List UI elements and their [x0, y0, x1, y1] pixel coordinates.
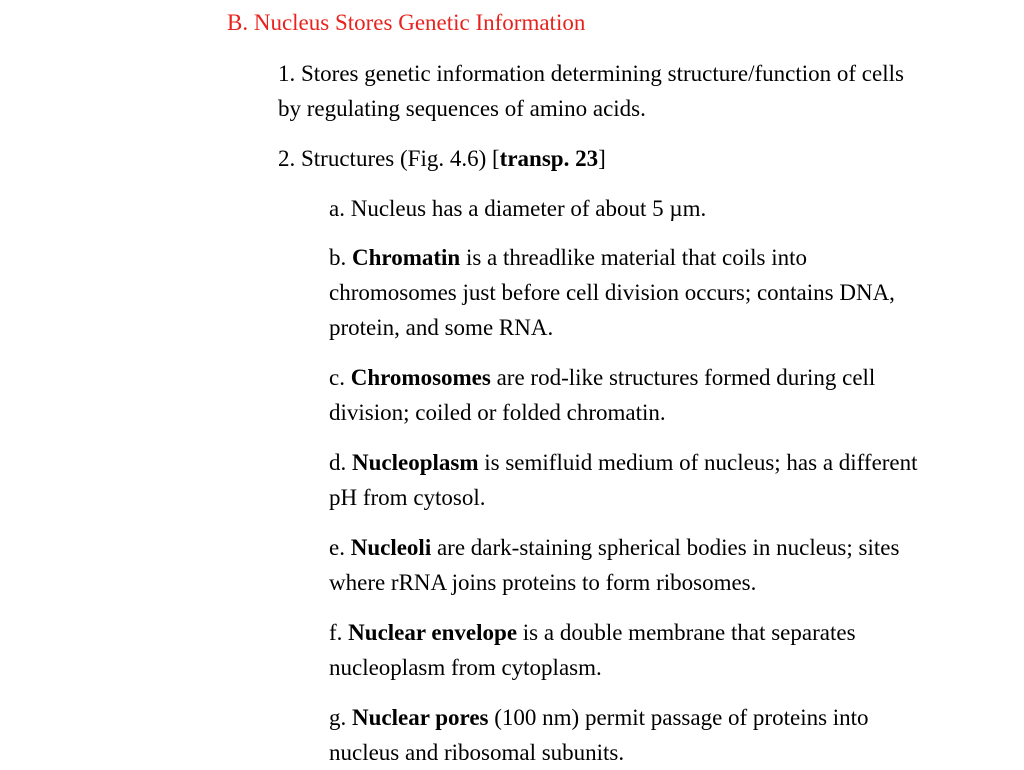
point-1 [278, 56, 998, 126]
point-1-line-2: by regulating sequences of amino acids. [278, 96, 646, 121]
item-b [329, 240, 999, 345]
item-b-label: b. [329, 245, 352, 270]
item-d-line-1-rest: is semifluid medium of nucleus; has a different [478, 450, 918, 475]
point-1-line-1: 1. Stores genetic information determining structure/function of cells [278, 61, 904, 86]
point-2-suffix: ] [598, 146, 606, 171]
item-g-label: g. [329, 705, 352, 730]
item-d-term: Nucleoplasm [352, 450, 479, 475]
item-c-line-2: division; coiled or folded chromatin. [329, 400, 666, 425]
item-c-line-1 [329, 360, 999, 395]
item-g-line-2: nucleus and ribosomal subunits. [329, 740, 625, 765]
item-e-line-1 [329, 530, 999, 565]
item-c-line-1-rest: are rod-like structures formed during cell [490, 365, 876, 390]
item-g [329, 700, 999, 770]
item-a-line-1: a. Nucleus has a diameter of about 5 µm. [329, 196, 707, 221]
item-d-label: d. [329, 450, 352, 475]
item-e [329, 530, 999, 600]
item-f [329, 615, 999, 685]
point-2-prefix: 2. Structures (Fig. 4.6) [ [278, 146, 500, 171]
item-b-line-1-rest: is a threadlike material that coils into [460, 245, 808, 270]
item-e-term: Nucleoli [350, 535, 432, 560]
item-c-label: c. [329, 365, 351, 390]
point-2-line [278, 141, 998, 176]
heading-text: B. Nucleus Stores Genetic Information [227, 10, 586, 35]
item-c-term: Chromosomes [350, 365, 491, 390]
item-c [329, 360, 999, 430]
item-f-line-2: nucleoplasm from cytoplasm. [329, 655, 602, 680]
item-b-line-1 [329, 240, 999, 275]
item-e-line-1-rest: are dark-staining spherical bodies in nucleus; sites [431, 535, 900, 560]
item-g-line-1-rest: (100 nm) permit passage of proteins into [488, 705, 869, 730]
item-f-line-1 [329, 615, 999, 650]
item-f-term: Nuclear envelope [348, 620, 518, 645]
item-b-line-3: protein, and some RNA. [329, 315, 554, 340]
item-b-line-2: chromosomes just before cell division occurs; contains DNA, [329, 280, 895, 305]
item-g-term: Nuclear pores [352, 705, 489, 730]
item-d-line-1 [329, 445, 999, 480]
item-d-line-2: pH from cytosol. [329, 485, 486, 510]
item-f-label: f. [329, 620, 349, 645]
item-b-term: Chromatin [352, 245, 461, 270]
point-2-transparency-ref: transp. 23 [499, 146, 599, 171]
item-e-label: e. [329, 535, 351, 560]
point-2 [278, 141, 998, 176]
item-f-line-1-rest: is a double membrane that separates [517, 620, 856, 645]
item-e-line-2: where rRNA joins proteins to form ribosomes. [329, 570, 757, 595]
item-a [329, 191, 999, 226]
item-g-line-1 [329, 700, 999, 735]
slide-heading [227, 8, 585, 38]
item-d [329, 445, 999, 515]
